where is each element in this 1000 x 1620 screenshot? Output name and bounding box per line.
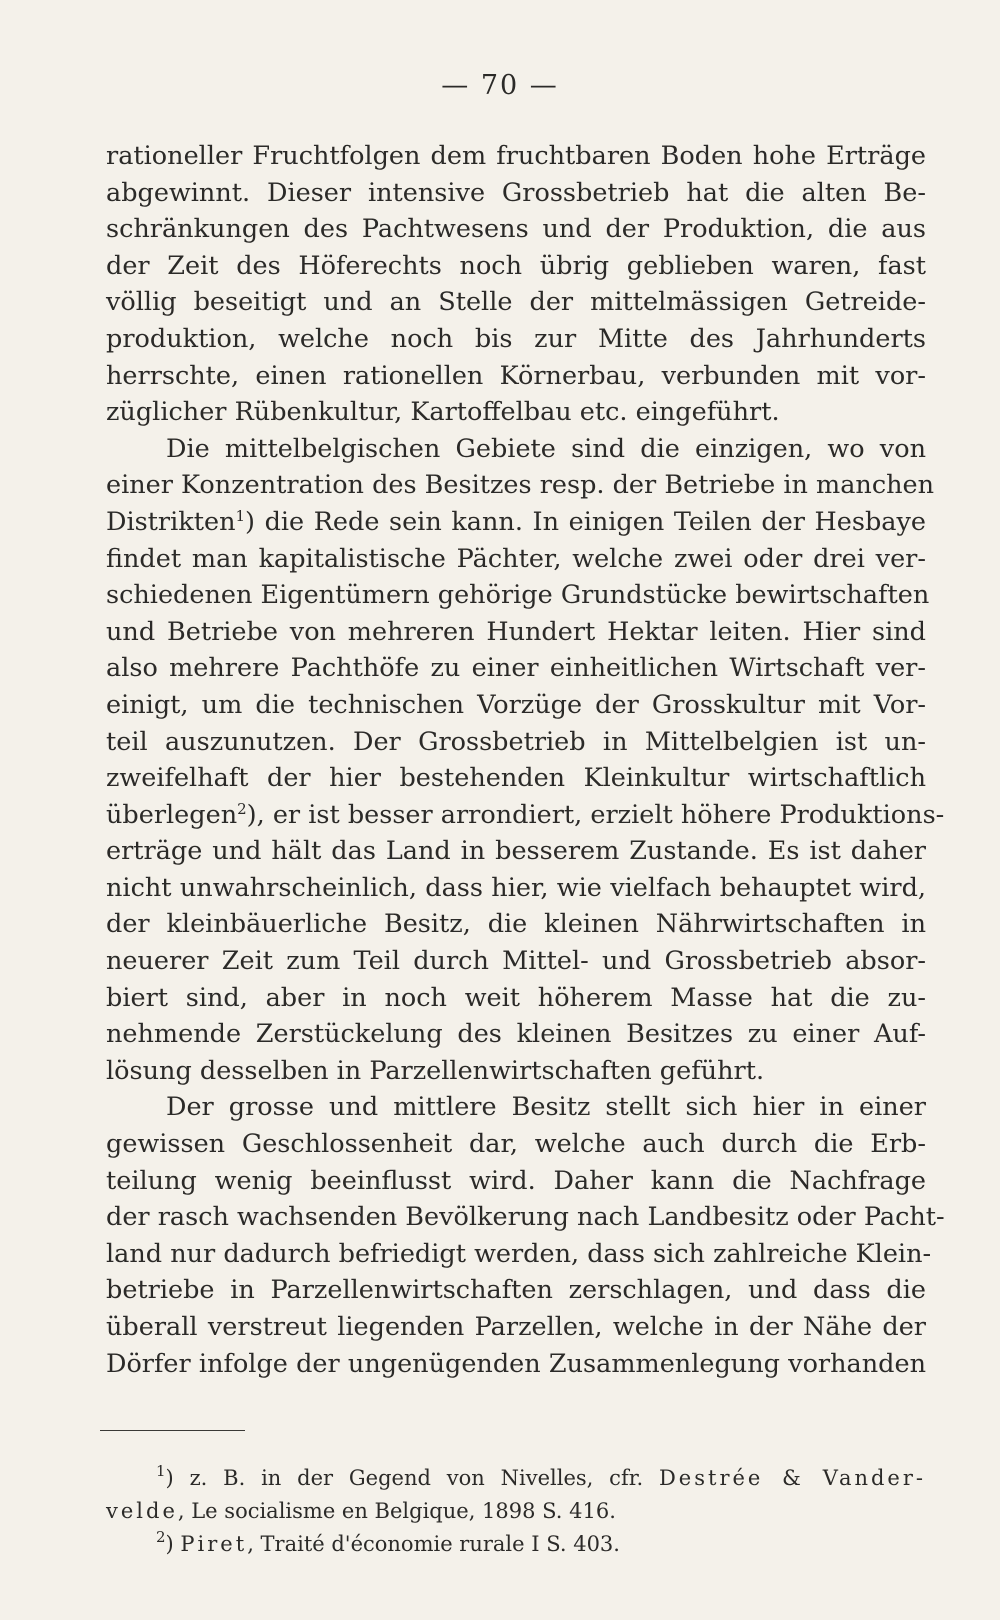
footnote-ref: 1	[235, 506, 246, 525]
text-fragment: ) die Rede sein kann. In einigen Teilen der Hesbaye	[245, 506, 926, 537]
text-line: völlig beseitigt und an Stelle der mittelmässigen Getreide-	[106, 287, 926, 318]
footnote-1-continued	[106, 1495, 926, 1528]
text-line: nehmende Zerstückelung des kleinen Besitzes zu einer Auf-	[106, 1019, 926, 1050]
text-fragment: Distrikten	[106, 506, 236, 537]
text-line: produktion, welche noch bis zur Mitte des Jahrhunderts	[106, 323, 926, 354]
text-line	[106, 797, 945, 834]
text-line: der rasch wachsenden Bevölkerung nach Landbesitz oder Pacht-	[106, 1202, 945, 1233]
footnote-marker: 2	[156, 1528, 166, 1546]
footnote-author: velde	[106, 1499, 178, 1523]
footnote-text: , Traité d'économie rurale I S. 403.	[247, 1532, 620, 1556]
footnote-author: Piret	[180, 1532, 248, 1556]
text-line: und Betriebe von mehreren Hundert Hektar leiten. Hier sind	[106, 616, 926, 647]
footnote-author: Destrée & Vander-	[658, 1466, 926, 1490]
text-line: teil auszunutzen. Der Grossbetrieb in Mittelbelgien ist un-	[106, 726, 926, 757]
text-line: gewissen Geschlossenheit dar, welche auch durch die Erb-	[106, 1129, 926, 1160]
text-line: findet man kapitalistische Pächter, welche zwei oder drei ver-	[106, 543, 926, 574]
text-line: rationeller Fruchtfolgen dem fruchtbaren Boden hohe Erträge	[106, 141, 926, 171]
text-line: züglicher Rübenkultur, Kartoffelbau etc. eingeführt.	[106, 397, 780, 428]
body-text	[106, 138, 945, 1382]
text-line: land nur dadurch befriedigt werden, dass sich zahlreiche Klein-	[106, 1238, 932, 1269]
text-line: erträge und hält das Land in besserem Zustande. Es ist daher	[106, 836, 926, 867]
text-line: überall verstreut liegenden Parzellen, welche in der Nähe der	[106, 1312, 926, 1342]
footnote-ref: 2	[237, 799, 247, 818]
text-line: biert sind, aber in noch weit höherem Masse hat die zu-	[106, 982, 926, 1013]
text-fragment: ), er ist besser arrondiert, erzielt höhere Produktions-	[246, 799, 945, 830]
page-number: — 70 —	[441, 70, 559, 101]
text-line: neuerer Zeit zum Teil durch Mittel- und Grossbetrieb absor-	[106, 946, 926, 977]
text-line	[106, 504, 926, 541]
text-line: der kleinbäuerliche Besitz, die kleinen Nährwirtschaften in	[106, 909, 926, 940]
text-line: Die mittelbelgischen Gebiete sind die einzigen, wo von	[166, 433, 926, 464]
text-line: schiedenen Eigentümern gehörige Grundstücke bewirtschaften	[106, 580, 930, 611]
footnotes	[106, 1462, 926, 1561]
footnote-divider	[100, 1430, 245, 1431]
footnote-1	[106, 1462, 926, 1495]
text-line: abgewinnt. Dieser intensive Grossbetrieb hat die alten Be-	[106, 177, 926, 208]
text-line: herrschte, einen rationellen Körnerbau, verbunden mit vor-	[106, 360, 926, 391]
text-line: lösung desselben in Parzellenwirtschaften geführt.	[106, 1055, 765, 1086]
text-line: Dörfer infolge der ungenügenden Zusammenlegung vorhanden	[106, 1348, 926, 1379]
text-line: schränkungen des Pachtwesens und der Produktion, die aus	[106, 214, 926, 245]
footnote-text: )	[165, 1532, 181, 1556]
text-line: also mehrere Pachthöfe zu einer einheitlichen Wirtschaft ver-	[106, 653, 926, 684]
text-line: Der grosse und mittlere Besitz stellt sich hier in einer	[166, 1092, 926, 1123]
text-line: teilung wenig beeinflusst wird. Daher kann die Nachfrage	[106, 1165, 926, 1196]
text-line: betriebe in Parzellenwirtschaften zerschlagen, und dass die	[106, 1275, 926, 1306]
footnote-text: , Le socialisme en Belgique, 1898 S. 416.	[177, 1499, 616, 1523]
text-line: einigt, um die technischen Vorzüge der Grosskultur mit Vor-	[106, 689, 926, 720]
text-line: der Zeit des Höferechts noch übrig geblieben waren, fast	[106, 250, 926, 281]
text-line: zweifelhaft der hier bestehenden Kleinkultur wirtschaftlich	[106, 763, 926, 794]
text-line: nicht unwahrscheinlich, dass hier, wie vielfach behauptet wird,	[106, 872, 926, 903]
footnote-2	[106, 1528, 926, 1561]
text-fragment: überlegen	[106, 799, 238, 830]
text-line: einer Konzentration des Besitzes resp. der Betriebe in manchen	[106, 470, 935, 501]
footnote-text: ) z. B. in der Gegend von Nivelles, cfr.	[165, 1466, 659, 1490]
footnote-marker: 1	[156, 1462, 166, 1480]
